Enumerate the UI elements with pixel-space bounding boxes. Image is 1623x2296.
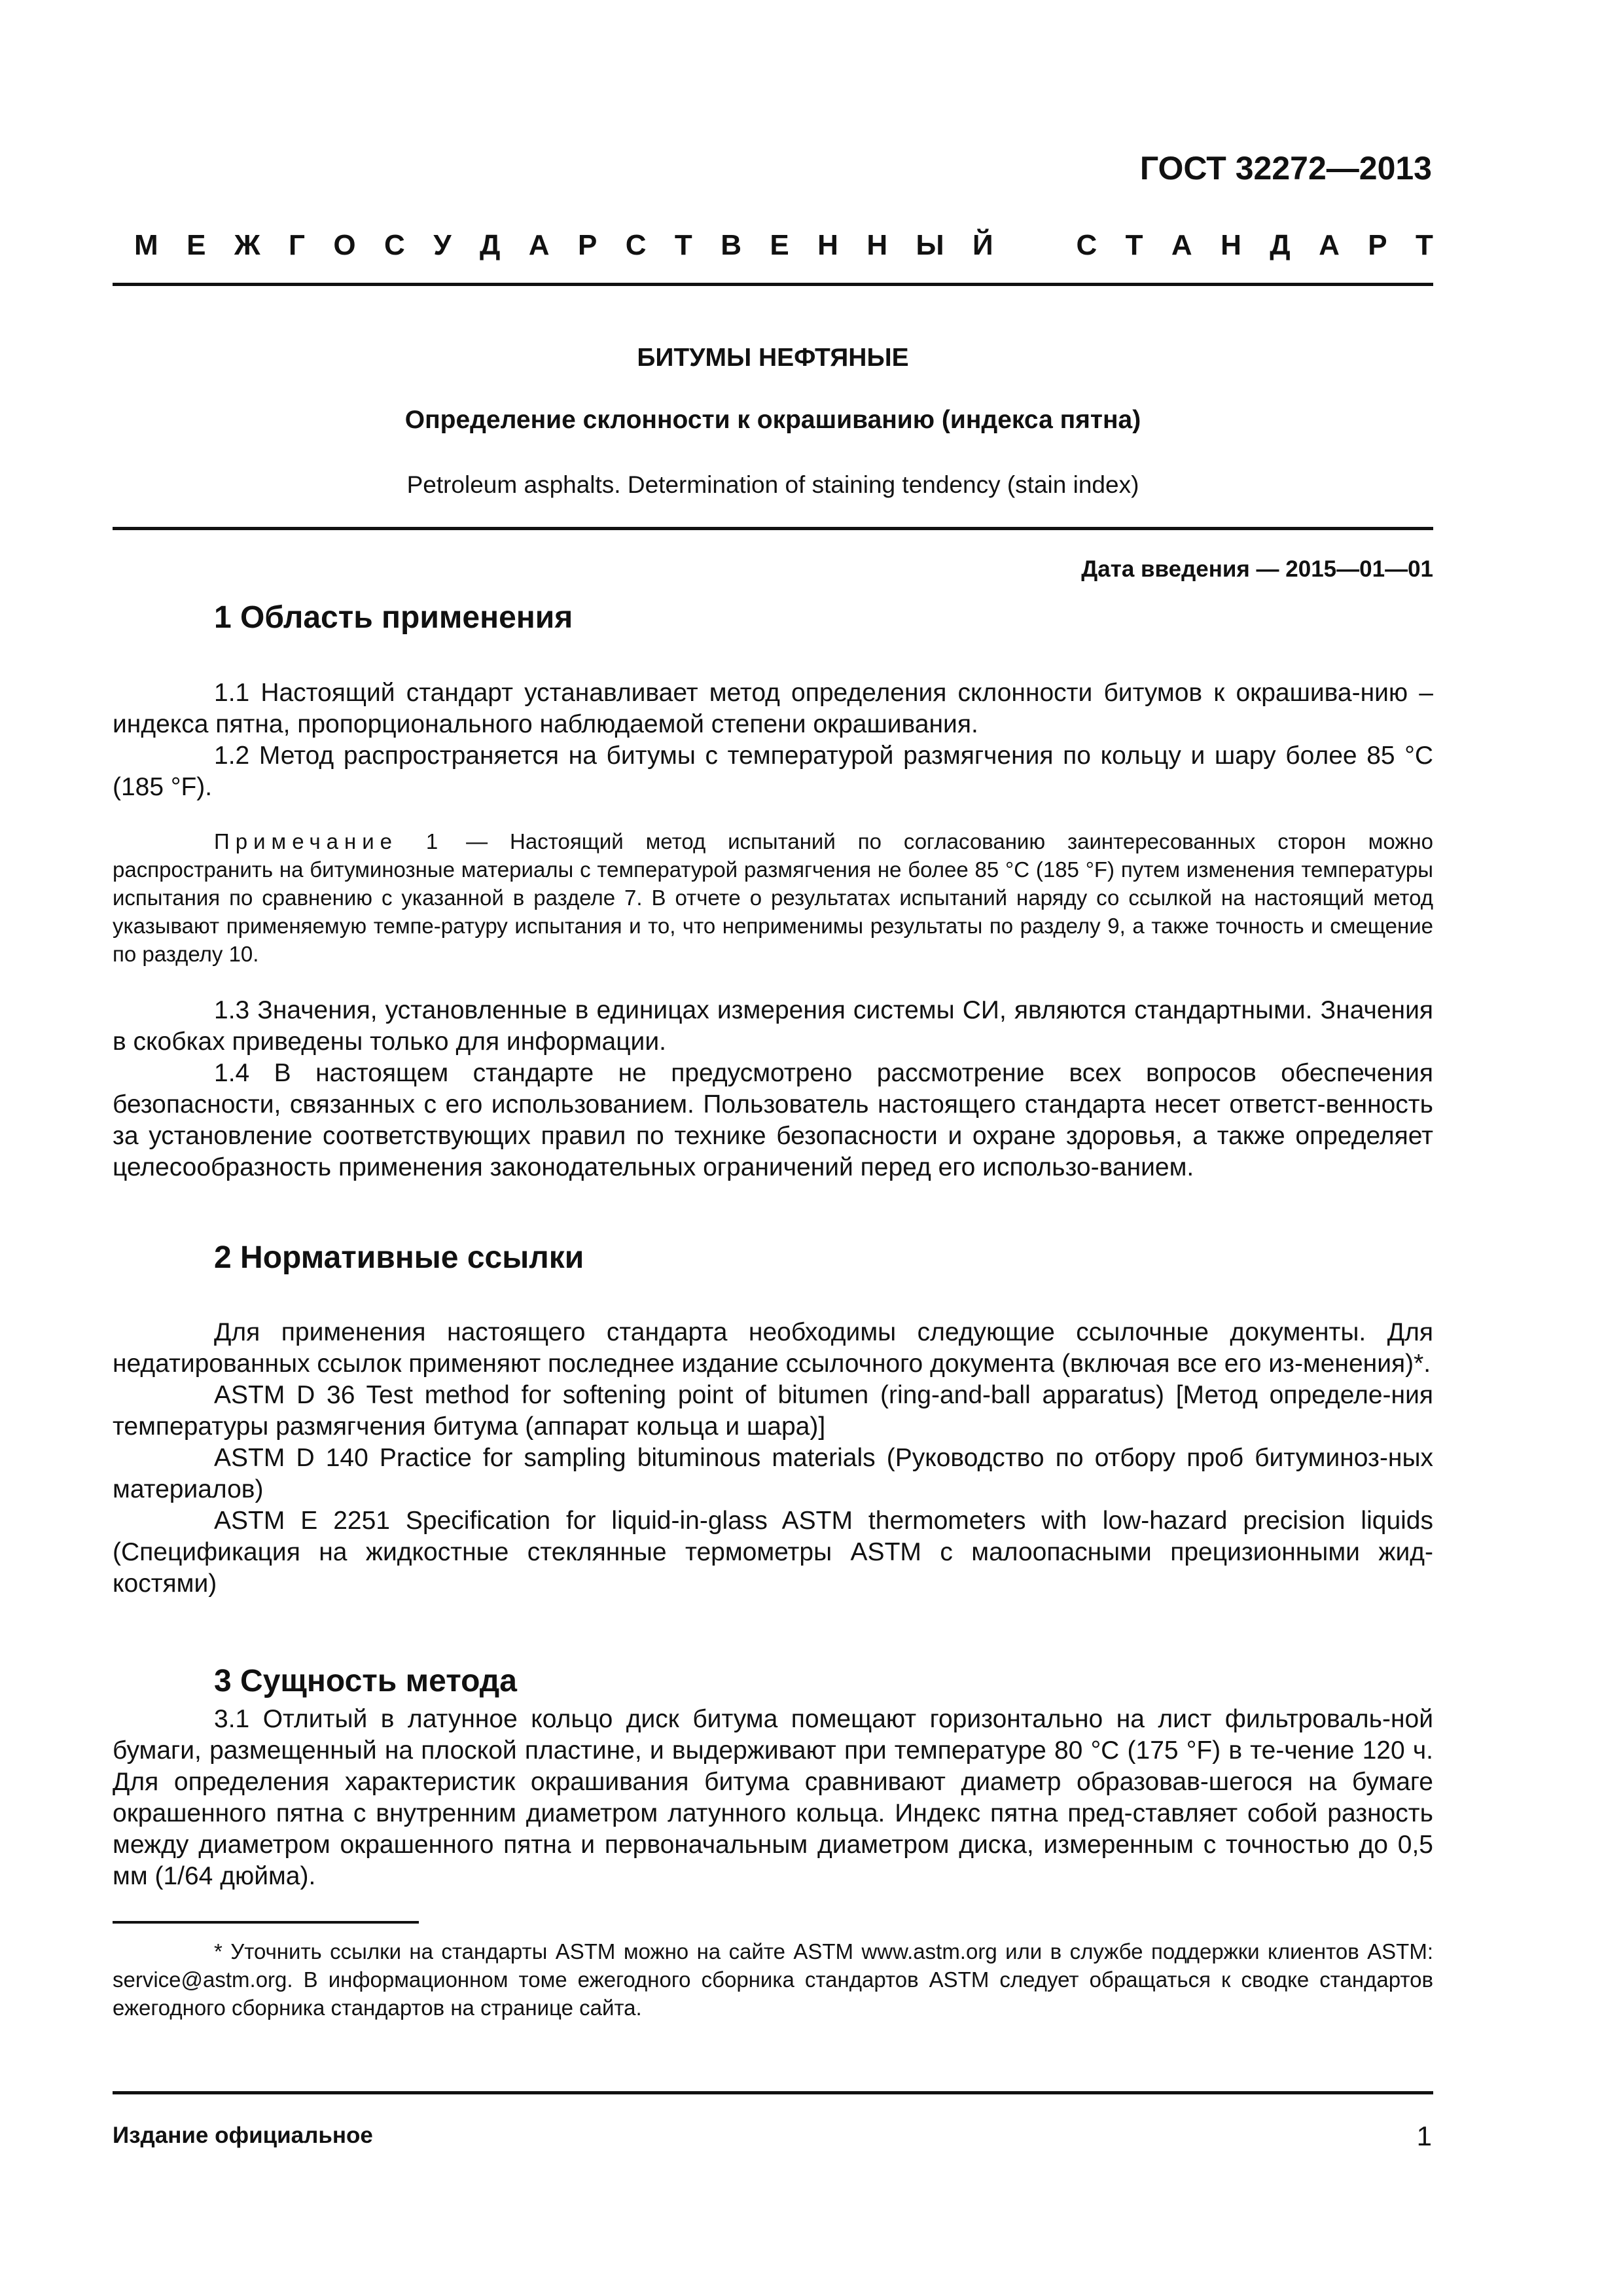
section-3-body bbox=[113, 1704, 1433, 1892]
reference-astm-e2251: ASTM E 2251 Specification for liquid-in-glass ASTM thermometers with low-hazard precision liquids (Спецификация на жидкостные стеклянные термометры ASTM с малоопасными прецизионными жид-костями) bbox=[113, 1507, 1433, 1598]
banner-gap bbox=[1022, 229, 1048, 262]
banner-letter: С bbox=[1076, 229, 1097, 261]
banner-letter: Т bbox=[1416, 229, 1433, 261]
section-2 bbox=[113, 1242, 1433, 1274]
footnote-separator bbox=[113, 1921, 419, 1924]
banner-letter: Р bbox=[1368, 229, 1387, 261]
banner-letter: Н bbox=[817, 229, 838, 261]
footer-rule bbox=[113, 2091, 1433, 2094]
banner-letter: Т bbox=[674, 229, 692, 261]
header-rule bbox=[113, 283, 1433, 286]
paragraph-1-1: 1.1 Настоящий стандарт устанавливает метод определения склонности битумов к окрашива-нию – индекса пятна, пропорционального наблюдаемой степени окрашивания. bbox=[113, 679, 1433, 738]
section-3 bbox=[113, 1666, 1433, 1697]
note-label: Примечание 1 bbox=[214, 829, 444, 853]
banner-letter: С bbox=[625, 229, 647, 261]
section-1 bbox=[113, 602, 1433, 634]
banner-letter: Й bbox=[972, 229, 993, 261]
title-rule bbox=[113, 527, 1433, 530]
reference-astm-d36: ASTM D 36 Test method for softening point of bitumen (ring-and-ball apparatus) [Метод определе-ния температуры размягчения битума (аппарат кольца и шара)] bbox=[113, 1381, 1433, 1441]
section-2-heading: 2 Нормативные ссылки bbox=[214, 1240, 584, 1275]
note-1 bbox=[113, 827, 1433, 968]
section-2-body bbox=[113, 1317, 1433, 1600]
footnote bbox=[113, 1937, 1433, 2022]
banner-letter: Д bbox=[1270, 229, 1291, 261]
banner-letter: Е bbox=[770, 229, 789, 261]
paragraph-1-2: 1.2 Метод распространяется на битумы с температурой размягчения по кольцу и шару более 85 °С (185 °F). bbox=[113, 742, 1433, 801]
banner-letter: Ы bbox=[916, 229, 944, 261]
paragraph-1-4: 1.4 В настоящем стандарте не предусмотрено рассмотрение всех вопросов обеспечения безопасности, связанных с его использованием. Пользователь настоящего стандарта несет ответст-венность за установление соответствующих правил по технике безопасности и охране здоровья, а также определяет целесообразность применения законодательных ограничений перед его использо-ванием. bbox=[113, 1059, 1433, 1181]
edition-label: Издание официальное bbox=[113, 2123, 373, 2148]
page-number: 1 bbox=[1416, 2121, 1432, 2151]
banner-letter: М bbox=[134, 229, 158, 261]
banner-letter: У bbox=[433, 229, 452, 261]
banner-letter: А bbox=[1171, 229, 1192, 261]
banner-letter: О bbox=[333, 229, 356, 261]
banner-letter: В bbox=[721, 229, 741, 261]
banner-letter: Н bbox=[1221, 229, 1241, 261]
paragraph-1-3: 1.3 Значения, установленные в единицах измерения системы СИ, являются стандартными. Значения в скобках приведены только для информации. bbox=[113, 996, 1433, 1056]
banner-letter: Д bbox=[479, 229, 501, 261]
banner-letter: Н bbox=[866, 229, 888, 261]
banner-letter: С bbox=[384, 229, 405, 261]
footnote-text: * Уточнить ссылки на стандарты ASTM можно на сайте ASTM www.astm.org или в службе поддержки клиентов ASTM: service@astm.org. В информационном томе ежегодного сборника стандартов ASTM следует обращаться к сводке стандартов ежегодного сборника стандартов на странице сайта. bbox=[113, 1939, 1433, 2020]
banner-letter: Т bbox=[1125, 229, 1143, 261]
banner-letter: Г bbox=[289, 229, 305, 261]
note-text: — Настоящий метод испытаний по согласованию заинтересованных сторон можно распространить на битуминозные материалы с температурой размягчения не более 85 °С (185 °F) путем изменения температуры испытания по сравнению с указанной в разделе 7. В отчете о результатах испытаний наряду со ссылкой на настоящий метод указывают применяемую темпе-ратуру испытания и то, что неприменимы результаты по разделу 9, а также точность и смещение по разделу 10. bbox=[113, 829, 1433, 966]
interstate-standard-banner bbox=[134, 229, 1433, 262]
banner-letter: Р bbox=[577, 229, 597, 261]
banner-letter: А bbox=[528, 229, 550, 261]
document-subtitle: Определение склонности к окрашиванию (индекса пятна) bbox=[404, 406, 1141, 434]
english-title: Petroleum asphalts. Determination of staining tendency (stain index) bbox=[406, 471, 1139, 498]
banner-letter: Ж bbox=[234, 229, 260, 261]
banner-letter: А bbox=[1319, 229, 1340, 261]
banner-letter: Е bbox=[187, 229, 206, 261]
document-title: БИТУМЫ НЕФТЯНЫЕ bbox=[637, 344, 909, 372]
paragraph-3-1: 3.1 Отлитый в латунное кольцо диск битума помещают горизонтально на лист фильтроваль-ной бумаги, размещенный на плоской пластине, и выдерживают при температуре 80 °С (175 °F) в те-чение 120 ч. Для определения характеристик окрашивания битума сравнивают диаметр образовав-шегося на бумаге окрашенного пятна с внутренним диаметром латунного кольца. Индекс пятна пред-ставляет собой разность между диаметром окрашенного пятна и первоначальным диаметром диска, измеренным с точностью до 0,5 мм (1/64 дюйма). bbox=[113, 1705, 1433, 1890]
standard-code: ГОСТ 32272—2013 bbox=[1139, 150, 1432, 187]
section-3-heading: 3 Сущность метода bbox=[214, 1664, 517, 1698]
introduction-date: Дата введения — 2015—01—01 bbox=[1081, 556, 1433, 582]
paragraph-2-1: Для применения настоящего стандарта необходимы следующие ссылочные документы. Для недатированных ссылок применяют последнее издание ссылочного документа (включая все его из-менения)*. bbox=[113, 1318, 1433, 1378]
section-1-heading: 1 Область применения bbox=[214, 600, 573, 635]
reference-astm-d140: ASTM D 140 Practice for sampling bituminous materials (Руководство по отбору проб битуминоз-ных материалов) bbox=[113, 1444, 1433, 1503]
section-1-body-cont bbox=[113, 995, 1433, 1183]
section-1-body bbox=[113, 677, 1433, 803]
